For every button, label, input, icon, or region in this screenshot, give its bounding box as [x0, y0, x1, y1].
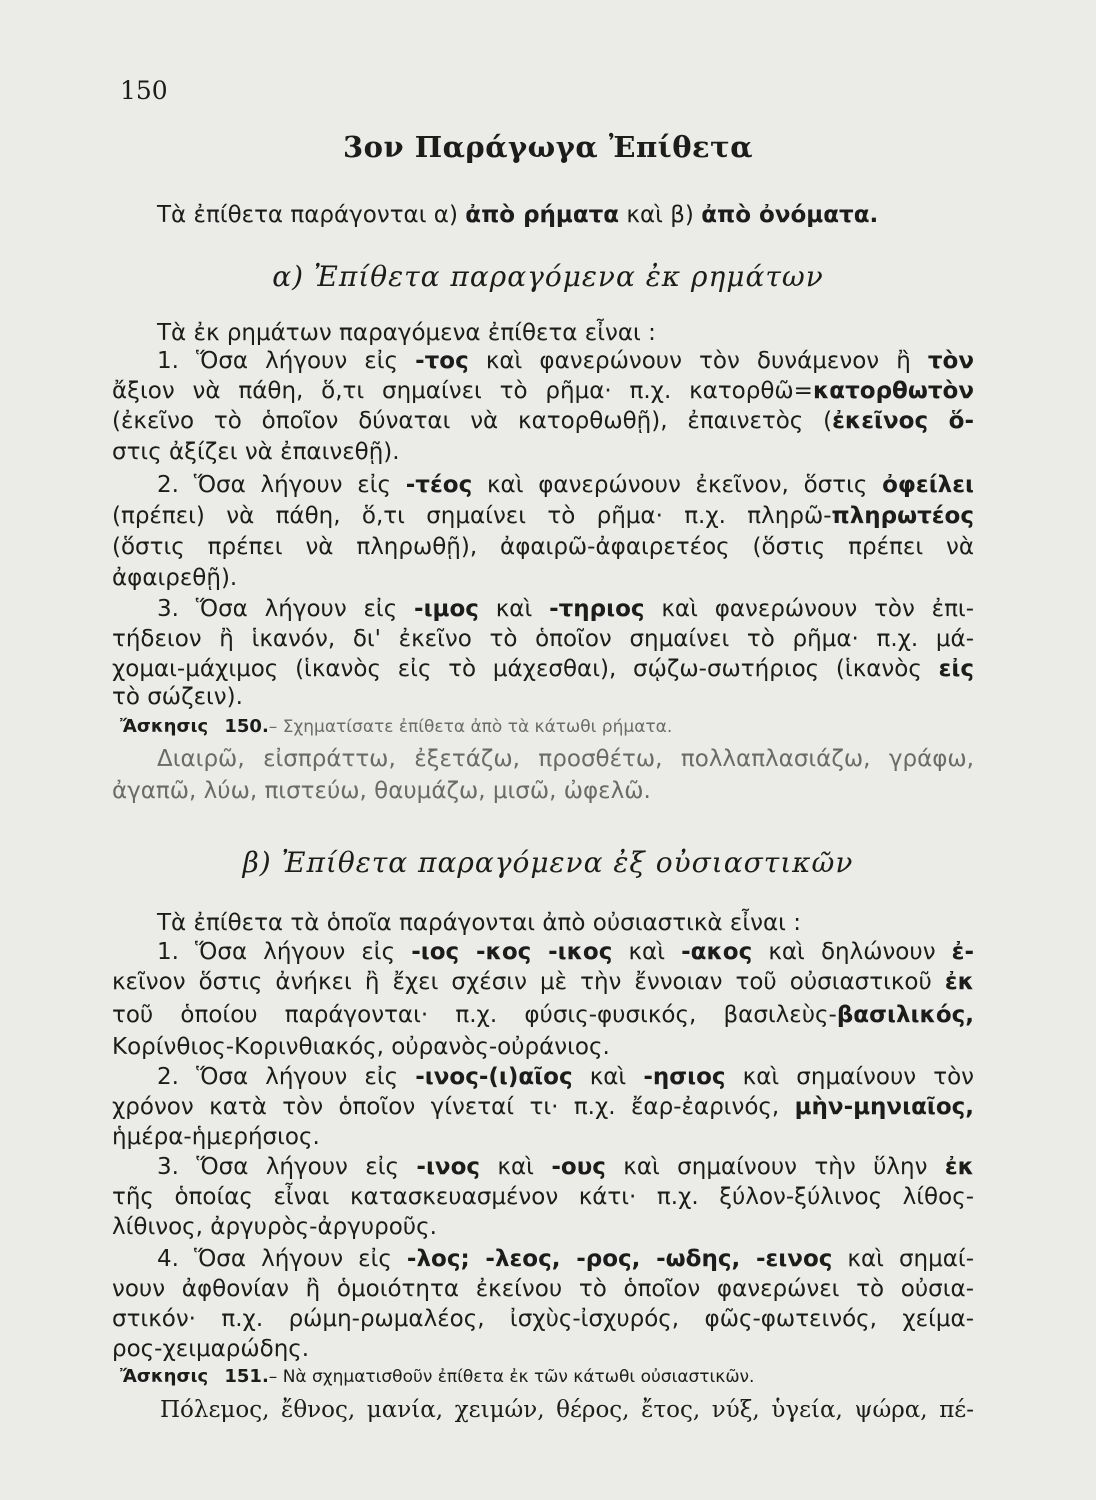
- a-item2-line4: ἀφαιρεθῇ).: [112, 565, 238, 591]
- intro-line: Τὰ ἐπίθετα παράγονται α) ἀπὸ ρήματα καὶ β) ἀπὸ ὀνόματα.: [157, 202, 879, 228]
- a-item3-line2: τήδειον ἢ ἱκανόν, δι' ἐκεῖνο τὸ ὁποῖον σημαίνει τὸ ρῆμα· π.χ. μά-: [112, 626, 974, 652]
- b-item3-line1: 3. Ὅσα λήγουν εἰς -ινος καὶ -ους καὶ σημαίνουν τὴν ὕλην ἐκ: [157, 1154, 974, 1180]
- b-item1-line4: Κορίνθιος-Κορινθιακός, οὐρανὸς-οὐράνιος.: [112, 1034, 610, 1060]
- a-item2-line3: (ὅστις πρέπει νὰ πληρωθῇ), ἀφαιρῶ-ἀφαιρετέος (ὅστις πρέπει νὰ: [112, 534, 974, 560]
- b-item1-line2: κεῖνον ὅστις ἀνήκει ἢ ἔχει σχέσιν μὲ τὴν ἔννοιαν τοῦ οὐσιαστικοῦ ἐκ: [112, 969, 974, 995]
- b-item3-line2: τῆς ὁποίας εἶναι κατασκευασμένον κάτι· π.χ. ξύλον-ξύλινος λίθος-: [112, 1184, 974, 1210]
- b-item3-line3: λίθινος, ἀργυρὸς-ἀργυροῦς.: [112, 1214, 437, 1240]
- b-item1-line3: τοῦ ὁποίου παράγονται· π.χ. φύσις-φυσικός, βασιλεὺς-βασιλικός,: [112, 1002, 974, 1028]
- section-b-lead: Τὰ ἐπίθετα τὰ ὁποῖα παράγονται ἀπὸ οὐσιαστικὰ εἶναι :: [157, 910, 801, 936]
- a-item1-line4: στις ἀξίζει νὰ ἐπαινεθῇ).: [112, 439, 400, 465]
- exercise-label: Ἄσκησις: [120, 1366, 209, 1387]
- b-item4-line2: νουν ἀφθονίαν ἢ ὁμοιότητα ἐκείνου τὸ ὁποῖον φανερώνει τὸ οὐσια-: [112, 1276, 974, 1302]
- a-item2-line1: 2. Ὅσα λήγουν εἰς -τέος καὶ φανερώνουν ἐκεῖνον, ὅστις ὀφείλει: [157, 472, 974, 498]
- page-number: 150: [120, 76, 168, 105]
- exercise-150: Ἄσκησις 150.– Σχηματίσατε ἐπίθετα ἀπὸ τὰ κάτωθι ρήματα.: [120, 716, 673, 737]
- a-item1-line3: (ἐκεῖνο τὸ ὁποῖον δύναται νὰ κατορθωθῇ), ἐπαινετὸς (ἐκεῖνος ὅ-: [112, 408, 974, 434]
- b-item2-line2: χρόνον κατὰ τὸν ὁποῖον γίνεταί τι· π.χ. ἔαρ-ἐαρινός, μὴν-μηνιαῖος,: [112, 1094, 974, 1120]
- exercise-151: Ἄσκησις 151.– Νὰ σχηματισθοῦν ἐπίθετα ἐκ τῶν κάτωθι οὐσιαστικῶν.: [120, 1366, 755, 1387]
- b-item4-line4: ρος-χειμαρώδης.: [112, 1336, 310, 1362]
- b-item2-line3: ἡμέρα-ἡμερήσιος.: [112, 1124, 320, 1150]
- exercise-number: 151.: [224, 1366, 269, 1387]
- a-item3-line1: 3. Ὅσα λήγουν εἰς -ιμος καὶ -τηριος καὶ φανερώνουν τὸν ἐπι-: [157, 596, 974, 622]
- a-item3-line3: χομαι-μάχιμος (ἱκανὸς εἰς τὸ μάχεσθαι), σῴζω-σωτήριος (ἱκανὸς εἰς: [112, 656, 974, 682]
- exercise-151-words1: Πόλεμος, ἔθνος, μανία, χειμών, θέρος, ἔτος, νύξ, ὑγεία, ψώρα, πέ-: [160, 1397, 974, 1423]
- exercise-label: Ἄσκησις: [120, 716, 209, 737]
- section-a-heading: α) Ἐπίθετα παραγόμενα ἐκ ρημάτων: [272, 260, 824, 293]
- a-item1-line1: 1. Ὅσα λήγουν εἰς -τος καὶ φανερώνουν τὸν δυνάμενον ἢ τὸν: [157, 348, 974, 374]
- exercise-150-words1: Διαιρῶ, εἰσπράττω, ἐξετάζω, προσθέτω, πολλαπλασιάζω, γράφω,: [157, 746, 974, 772]
- b-item4-line3: στικόν· π.χ. ρώμη-ρωμαλέος, ἰσχὺς-ἰσχυρός, φῶς-φωτεινός, χείμα-: [112, 1306, 974, 1332]
- b-item4-line1: 4. Ὅσα λήγουν εἰς -λος; -λεος, -ρος, -ωδης, -εινος καὶ σημαί-: [157, 1246, 974, 1272]
- a-item1-line2: ἄξιον νὰ πάθη, ὅ,τι σημαίνει τὸ ρῆμα· π.χ. κατορθῶ=κατορθωτὸν: [112, 378, 974, 404]
- page-title: 3ον Παράγωγα Ἐπίθετα: [342, 130, 754, 164]
- b-item1-line1: 1. Ὅσα λήγουν εἰς -ιος -κος -ικος καὶ -ακος καὶ δηλώνουν ἐ-: [157, 939, 974, 965]
- a-item2-line2: (πρέπει) νὰ πάθη, ὅ,τι σημαίνει τὸ ρῆμα· π.χ. πληρῶ-πληρωτέος: [112, 503, 974, 529]
- a-item3-line4: τὸ σώζειν).: [112, 684, 243, 710]
- b-item2-line1: 2. Ὅσα λήγουν εἰς -ινος-(ι)αῖος καὶ -ησιος καὶ σημαίνουν τὸν: [157, 1064, 974, 1090]
- section-a-lead: Τὰ ἐκ ρημάτων παραγόμενα ἐπίθετα εἶναι :: [157, 320, 656, 346]
- exercise-number: 150.: [224, 716, 269, 737]
- section-b-heading: β) Ἐπίθετα παραγόμενα ἐξ οὐσιαστικῶν: [242, 846, 854, 879]
- exercise-150-words2: ἀγαπῶ, λύω, πιστεύω, θαυμάζω, μισῶ, ὠφελῶ.: [112, 778, 651, 804]
